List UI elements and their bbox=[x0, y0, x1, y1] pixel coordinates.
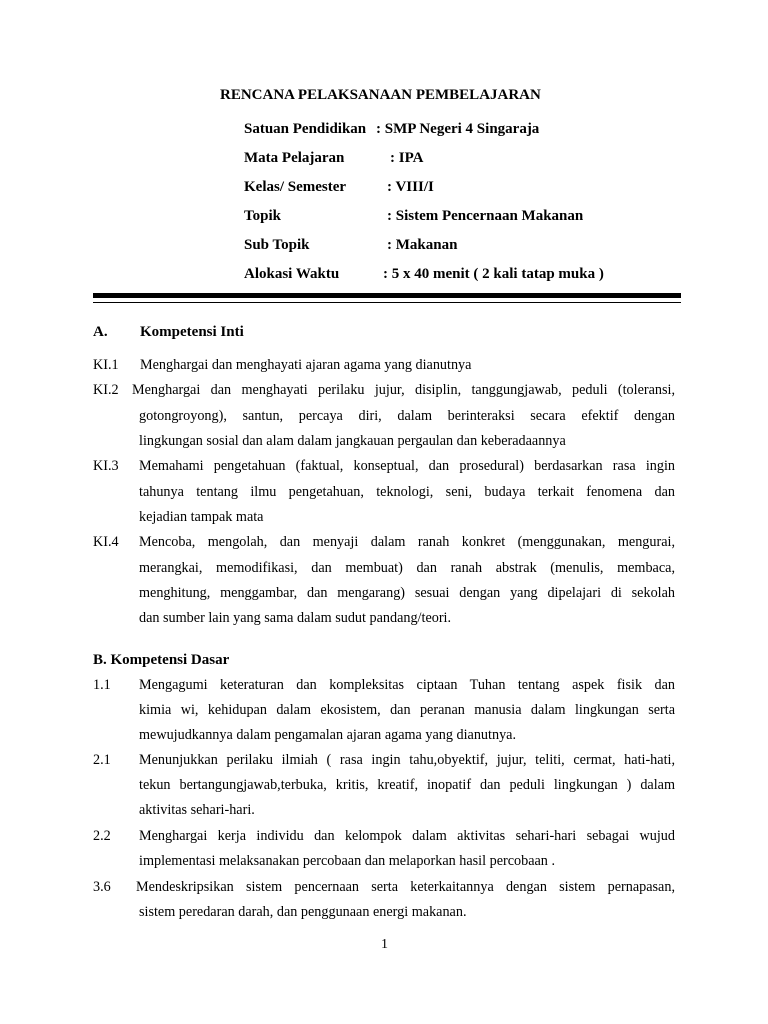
section-a-title: Kompetensi Inti bbox=[140, 324, 244, 340]
page-number: 1 bbox=[381, 937, 388, 952]
kd-1-1-number: 1.1 bbox=[93, 677, 111, 693]
ki2-line-1: Menghargai dan menghayati perilaku jujur, disiplin, tanggungjawab, peduli (toleransi, bbox=[132, 382, 675, 398]
kd-1-1-line-1: Mengagumi keteraturan dan kompleksitas ciptaan Tuhan tentang aspek fisik dan bbox=[139, 677, 675, 693]
kd-2-1-line-1: Menunjukkan perilaku ilmiah ( rasa ingin tahu,obyektif, jujur, teliti, cermat, hati-hati, bbox=[139, 752, 675, 768]
kd-3-6-line-2: sistem peredaran darah, dan penggunaan energi makanan. bbox=[139, 904, 467, 920]
ki2-line-3: lingkungan sosial dan alam dalam jangkauan pergaulan dan keberadaannya bbox=[139, 433, 566, 449]
ki2-line-2: gotongroyong), santun, percaya diri, dalam berinteraksi secara efektif dengan bbox=[139, 408, 675, 424]
section-b-title: B. Kompetensi Dasar bbox=[93, 652, 230, 668]
divider-thick bbox=[93, 293, 681, 298]
kd-2-1-number: 2.1 bbox=[93, 752, 111, 768]
ki3-line-1: Memahami pengetahuan (faktual, konseptual, dan prosedural) berdasarkan rasa ingin bbox=[139, 458, 675, 474]
meta-value-kelas: : VIII/I bbox=[387, 179, 434, 195]
document-title: RENCANA PELAKSANAAN PEMBELAJARAN bbox=[220, 87, 541, 103]
ki4-line-4: dan sumber lain yang sama dalam sudut pandang/teori. bbox=[139, 610, 452, 626]
kd-3-6-line-1: Mendeskripsikan sistem pencernaan serta keterkaitannya dengan sistem pernapasan, bbox=[136, 879, 675, 895]
ki3-number: KI.3 bbox=[93, 458, 119, 474]
kd-2-1-line-2: tekun bertangungjawab,terbuka, kritis, kreatif, inopatif dan peduli lingkungan ) dalam bbox=[139, 777, 675, 793]
ki1-number: KI.1 bbox=[93, 357, 119, 373]
section-a-letter: A. bbox=[93, 324, 108, 340]
kd-2-1-line-3: aktivitas sehari-hari. bbox=[139, 802, 255, 818]
meta-value-satuan: : SMP Negeri 4 Singaraja bbox=[376, 121, 540, 137]
kd-2-2-line-1: Menghargai kerja individu dan kelompok dalam aktivitas sehari-hari sebagai wujud bbox=[139, 828, 675, 844]
meta-value-mapel: : IPA bbox=[390, 150, 424, 166]
meta-label-mapel: Mata Pelajaran bbox=[244, 150, 345, 166]
ki4-number: KI.4 bbox=[93, 534, 119, 550]
meta-value-alokasi: : 5 x 40 menit ( 2 kali tatap muka ) bbox=[383, 266, 604, 282]
kd-3-6-number: 3.6 bbox=[93, 879, 111, 895]
meta-label-subtopik: Sub Topik bbox=[244, 237, 310, 253]
ki1-line-1: Menghargai dan menghayati ajaran agama yang dianutnya bbox=[140, 357, 472, 373]
meta-label-satuan: Satuan Pendidikan bbox=[244, 121, 367, 137]
kd-1-1-line-2: kimia wi, kehidupan dalam ekosistem, dan peranan manusia dalam lingkungan serta bbox=[139, 702, 675, 718]
ki3-line-3: kejadian tampak mata bbox=[139, 509, 264, 525]
ki4-line-1: Mencoba, mengolah, dan menyaji dalam ranah konkret (menggunakan, mengurai, bbox=[139, 534, 675, 550]
meta-value-topik: : Sistem Pencernaan Makanan bbox=[387, 208, 584, 224]
ki2-number: KI.2 bbox=[93, 382, 119, 398]
meta-label-alokasi: Alokasi Waktu bbox=[244, 266, 340, 282]
ki4-line-3: menghitung, menggambar, dan mengarang) sesuai dengan yang dipelajari di sekolah bbox=[139, 585, 675, 601]
kd-2-2-number: 2.2 bbox=[93, 828, 111, 844]
kd-1-1-line-3: mewujudkannya dalam pengamalan ajaran agama yang dianutnya. bbox=[139, 727, 517, 743]
meta-value-subtopik: : Makanan bbox=[387, 237, 458, 253]
kd-2-2-line-2: implementasi melaksanakan percobaan dan melaporkan hasil percobaan . bbox=[139, 853, 555, 869]
meta-label-topik: Topik bbox=[244, 208, 281, 224]
divider-thin bbox=[93, 302, 681, 303]
ki4-line-2: merangkai, memodifikasi, dan membuat) dan ranah abstrak (menulis, membaca, bbox=[139, 560, 675, 576]
meta-label-kelas: Kelas/ Semester bbox=[244, 179, 347, 195]
ki3-line-2: tahunya tentang ilmu pengetahuan, teknologi, seni, budaya terkait fenomena dan bbox=[139, 484, 675, 500]
